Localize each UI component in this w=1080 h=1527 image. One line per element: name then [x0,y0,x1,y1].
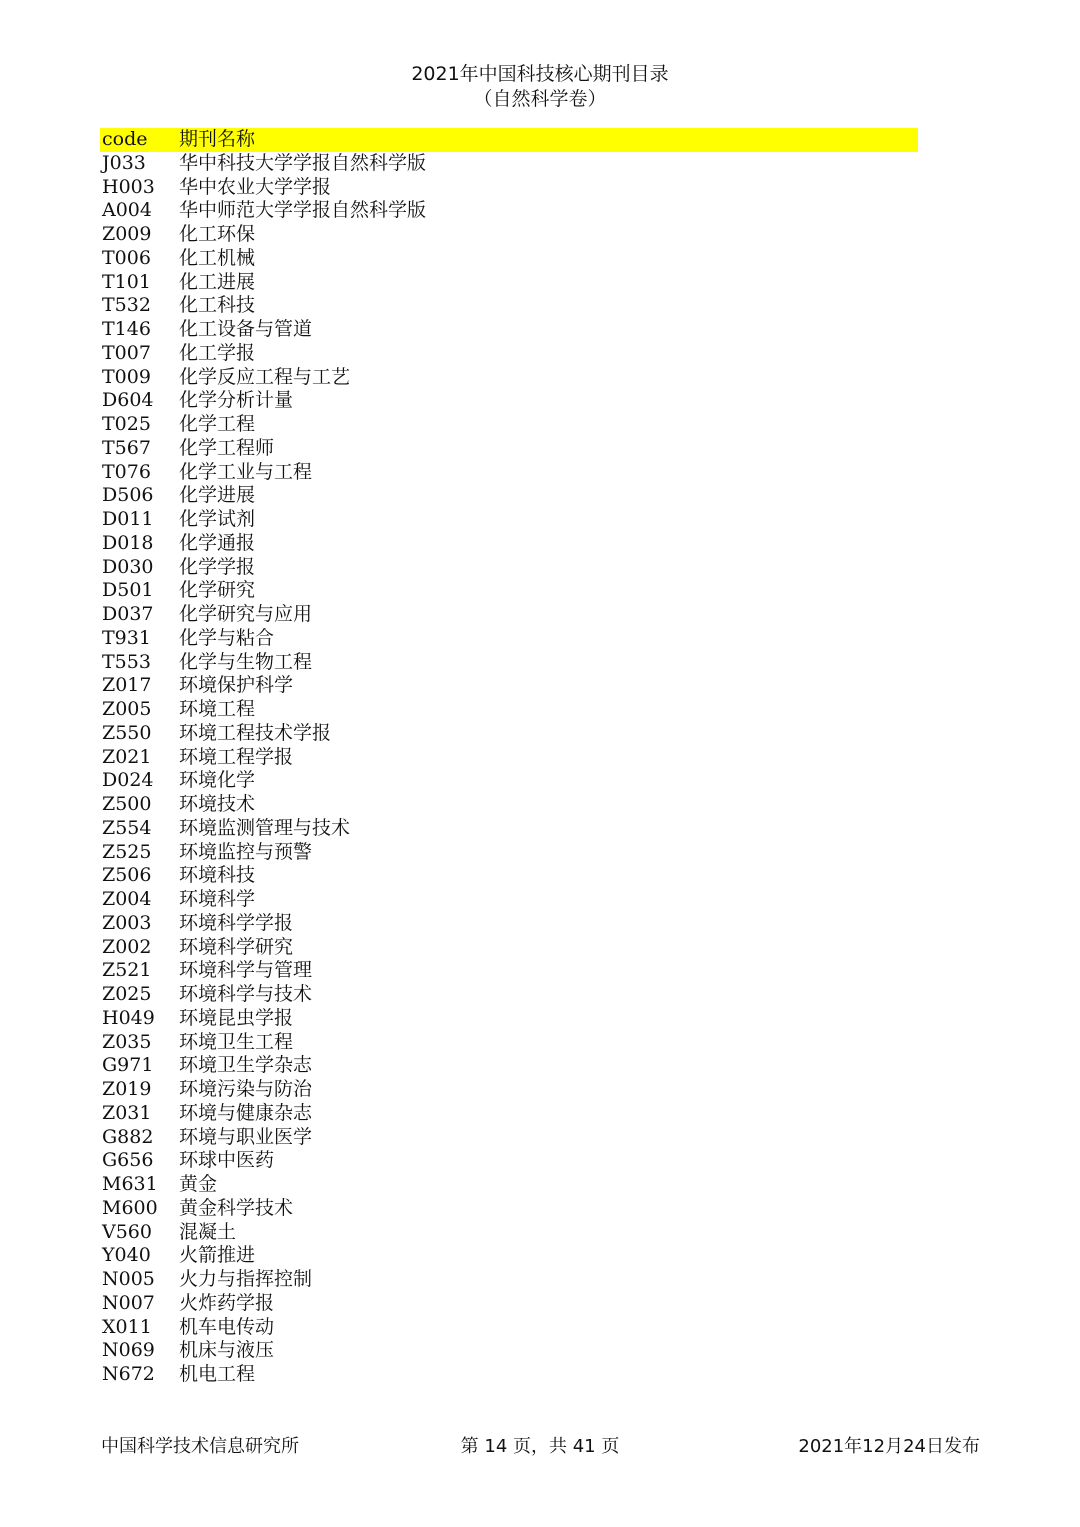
journal-name: 环境科学研究 [179,935,294,958]
journal-name: 机电工程 [179,1363,256,1385]
table-row [100,1173,918,1197]
journal-code: D018 [102,531,154,554]
table-row [100,1339,918,1363]
journal-code: D030 [102,555,154,578]
table-row [100,651,918,675]
table-row [100,223,918,247]
journal-name: 环境化学 [179,769,256,792]
table-header-row [100,128,918,152]
journal-name: 化工进展 [179,270,256,293]
journal-code: Z002 [102,935,152,958]
journal-code: T567 [102,436,151,459]
document-subtitle: （自然科学卷） [473,88,607,110]
journal-code: T006 [102,246,151,269]
table-row [100,698,918,722]
journal-name: 化学研究与应用 [179,603,313,625]
journal-name: 化学工程 [179,413,256,435]
journal-name: 环境保护科学 [179,674,294,697]
journal-name: 火箭推进 [179,1244,256,1267]
table-row [100,746,918,770]
journal-name: 火力与指挥控制 [179,1268,313,1290]
journal-code: D604 [102,389,154,412]
table-row [100,579,918,603]
journal-name: 环境昆虫学报 [179,1006,294,1029]
table-row [100,603,918,627]
journal-code: D024 [102,769,154,792]
journal-code: Z004 [102,888,152,910]
journal-code: N007 [102,1291,155,1314]
journal-name: 环球中医药 [179,1149,275,1172]
journal-name: 化工设备与管道 [179,318,313,340]
journal-name: 环境监控与预警 [179,840,313,863]
table-row [100,294,918,318]
journal-code: Z009 [102,223,152,245]
journal-code: Z500 [102,793,152,815]
journal-table [100,128,918,1387]
journal-name: 环境卫生工程 [179,1030,294,1053]
table-row [100,793,918,817]
table-row [100,769,918,793]
journal-name: 化学与生物工程 [179,650,313,673]
journal-code: T553 [102,650,151,673]
journal-name: 化学分析计量 [179,389,294,412]
journal-name: 环境卫生学杂志 [179,1054,313,1077]
journal-name: 环境污染与防治 [179,1078,313,1100]
table-row [100,888,918,912]
journal-code: Z031 [102,1101,152,1124]
journal-code: D506 [102,484,154,507]
table-row [100,912,918,936]
journal-name: 化学进展 [179,484,256,507]
journal-name: 火炸药学报 [179,1291,275,1314]
table-row [100,1078,918,1102]
document-title-block [0,62,1080,112]
footer-release-date: 2021年12月24日发布 [798,1436,980,1457]
journal-name: 化学学报 [179,555,256,578]
table-row [100,1149,918,1173]
journal-code: Z554 [102,816,152,839]
journal-name: 混凝土 [179,1220,237,1243]
table-row [100,318,918,342]
journal-name: 机床与液压 [179,1339,275,1362]
journal-code: Z005 [102,698,152,720]
journal-code: Z003 [102,911,152,934]
header-journal-name: 期刊名称 [179,128,256,150]
journal-code: Z017 [102,674,152,697]
journal-name: 华中科技大学学报自然科学版 [179,151,427,174]
table-row [100,841,918,865]
table-row [100,366,918,390]
journal-name: 环境技术 [179,793,256,815]
table-row [100,247,918,271]
table-row [100,674,918,698]
journal-code: J033 [102,151,146,174]
table-row [100,1268,918,1292]
journal-code: D501 [102,579,154,602]
journal-name: 化学工程师 [179,436,275,459]
table-row [100,508,918,532]
table-row [100,1244,918,1268]
table-row [100,271,918,295]
journal-code: A004 [102,199,152,222]
journal-code: N069 [102,1339,155,1362]
table-row [100,1031,918,1055]
journal-name: 化学通报 [179,531,256,554]
table-row [100,959,918,983]
journal-code: G971 [102,1054,154,1077]
table-row [100,199,918,223]
journal-name: 环境工程学报 [179,745,294,768]
journal-code: Z035 [102,1030,152,1053]
journal-code: Z021 [102,745,152,768]
journal-name: 化学反应工程与工艺 [179,365,351,388]
journal-code: M600 [102,1196,158,1219]
table-row [100,722,918,746]
table-row [100,1363,918,1387]
journal-code: Z550 [102,721,152,744]
journal-code: Z525 [102,840,152,863]
journal-name: 环境科学 [179,888,256,910]
table-row [100,1221,918,1245]
journal-code: V560 [102,1220,152,1243]
table-row [100,484,918,508]
journal-name: 化工学报 [179,341,256,364]
journal-name: 环境工程技术学报 [179,721,332,744]
table-row [100,532,918,556]
table-row [100,864,918,888]
journal-code: T532 [102,294,151,317]
journal-name: 黄金科学技术 [179,1196,294,1219]
table-row [100,461,918,485]
journal-code: T076 [102,460,151,483]
journal-name: 化学试剂 [179,508,256,530]
table-row [100,556,918,580]
page-footer [0,1434,1080,1460]
journal-name: 化工科技 [179,294,256,317]
journal-name: 化学研究 [179,579,256,602]
journal-code: Y040 [102,1244,151,1267]
table-row [100,1126,918,1150]
journal-code: Z521 [102,959,152,982]
journal-name: 化学与粘合 [179,626,275,649]
table-row [100,936,918,960]
journal-name: 环境科技 [179,864,256,887]
journal-name: 黄金 [179,1173,218,1195]
journal-code: T025 [102,413,151,435]
table-row [100,983,918,1007]
journal-name: 华中农业大学学报 [179,175,332,198]
table-row [100,1054,918,1078]
journal-name: 环境科学与技术 [179,983,313,1005]
journal-name: 环境与健康杂志 [179,1101,313,1124]
footer-organization: 中国科学技术信息研究所 [101,1436,299,1457]
journal-code: T009 [102,365,151,388]
journal-name: 化工环保 [179,223,256,245]
journal-code: T007 [102,341,151,364]
journal-code: T101 [102,270,151,293]
journal-code: G882 [102,1125,154,1148]
journal-code: T146 [102,318,151,340]
table-row [100,1316,918,1340]
journal-name: 环境科学学报 [179,911,294,934]
journal-code: N005 [102,1268,155,1290]
journal-code: N672 [102,1363,155,1385]
journal-code: H049 [102,1006,155,1029]
journal-name: 环境工程 [179,698,256,720]
table-row [100,1292,918,1316]
journal-code: D037 [102,603,154,625]
journal-code: M631 [102,1173,158,1195]
document-title: 2021年中国科技核心期刊目录 [411,63,669,85]
table-row [100,1102,918,1126]
journal-code: Z506 [102,864,152,887]
journal-name: 环境与职业医学 [179,1125,313,1148]
journal-code: X011 [102,1315,152,1338]
table-row [100,176,918,200]
header-code: code [102,128,148,150]
journal-name: 环境科学与管理 [179,959,313,982]
journal-code: T931 [102,626,151,649]
journal-name: 华中师范大学学报自然科学版 [179,199,427,222]
journal-name: 机车电传动 [179,1315,275,1338]
journal-code: D011 [102,508,154,530]
table-row [100,627,918,651]
table-row [100,413,918,437]
journal-code: Z019 [102,1078,152,1100]
table-row [100,437,918,461]
table-row [100,817,918,841]
journal-code: G656 [102,1149,154,1172]
table-row [100,152,918,176]
table-row [100,342,918,366]
table-row [100,389,918,413]
journal-code: Z025 [102,983,152,1005]
journal-name: 化学工业与工程 [179,460,313,483]
journal-code: H003 [102,175,155,198]
journal-name: 化工机械 [179,246,256,269]
journal-name: 环境监测管理与技术 [179,816,351,839]
footer-page-info: 第 14 页，共 41 页 [460,1436,620,1457]
table-row [100,1007,918,1031]
table-row [100,1197,918,1221]
